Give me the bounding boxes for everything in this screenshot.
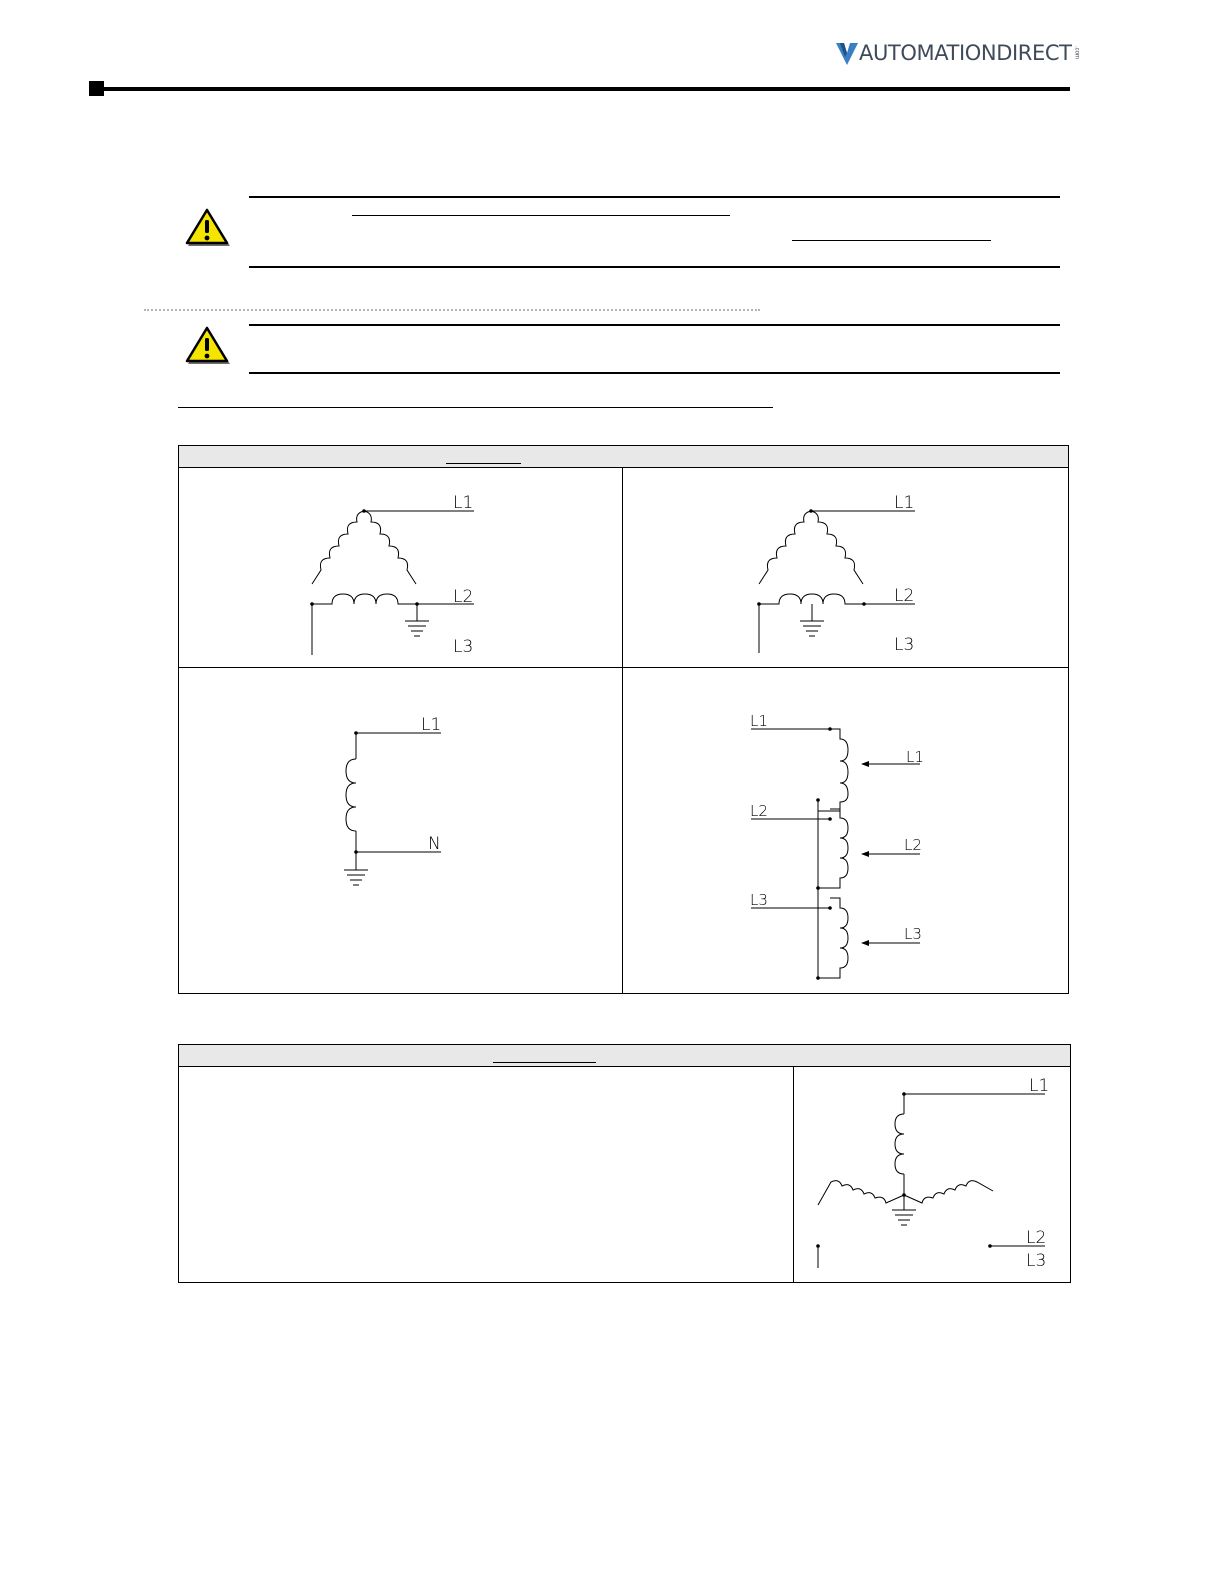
warning-1-bottom-rule bbox=[249, 266, 1060, 268]
grounding-table-1-header-underline bbox=[446, 463, 521, 464]
table-2-vertical-divider bbox=[793, 1067, 794, 1282]
logo-text: AUTOMATIONDIRECT bbox=[859, 40, 1072, 65]
label-l2: L2 bbox=[453, 587, 474, 607]
label-l2: L2 bbox=[750, 802, 768, 820]
label-l3: L3 bbox=[894, 635, 915, 655]
label-l2: L2 bbox=[1026, 1228, 1047, 1248]
grounding-table-1-header bbox=[179, 446, 1068, 468]
label-l1: L1 bbox=[453, 493, 474, 513]
label-l2: L2 bbox=[894, 586, 915, 606]
table-1-horizontal-divider bbox=[179, 667, 1068, 668]
v-chevron-logo-icon bbox=[836, 41, 858, 65]
logo-suffix: .com bbox=[1073, 46, 1080, 60]
label-l1: L1 bbox=[750, 712, 768, 730]
warning-2-bottom-rule bbox=[249, 372, 1060, 374]
warning-1-underline-a bbox=[352, 215, 730, 216]
warning-1-top-rule bbox=[249, 196, 1060, 198]
label-r1: L1 bbox=[906, 748, 924, 766]
section-heading-underline bbox=[178, 407, 773, 408]
delta-corner-ground-diagram bbox=[300, 485, 490, 660]
label-l1: L1 bbox=[421, 715, 442, 735]
section-divider bbox=[144, 309, 760, 311]
grounding-table-2-header bbox=[179, 1045, 1070, 1067]
warning-2-top-rule bbox=[249, 324, 1060, 326]
label-r2: L2 bbox=[904, 836, 922, 854]
warning-1-underline-b bbox=[792, 240, 991, 241]
grounding-table-2-header-underline bbox=[493, 1062, 596, 1063]
series-coils-diagram bbox=[745, 705, 935, 990]
label-l1: L1 bbox=[894, 493, 915, 513]
automationdirect-logo bbox=[836, 38, 1080, 68]
single-phase-diagram bbox=[330, 705, 460, 895]
table-1-vertical-divider bbox=[622, 468, 623, 993]
delta-center-tap-diagram bbox=[747, 485, 937, 660]
header-rule bbox=[104, 87, 1070, 91]
label-l1: L1 bbox=[1029, 1076, 1050, 1096]
label-l3: L3 bbox=[1026, 1251, 1047, 1271]
header-marker bbox=[89, 81, 104, 96]
label-l3: L3 bbox=[750, 891, 768, 909]
wye-grounded-diagram bbox=[805, 1072, 1060, 1277]
label-n: N bbox=[428, 834, 441, 854]
warning-triangle-icon bbox=[184, 325, 230, 365]
label-r3: L3 bbox=[904, 925, 922, 943]
label-l3: L3 bbox=[453, 637, 474, 657]
warning-triangle-icon bbox=[184, 207, 230, 247]
